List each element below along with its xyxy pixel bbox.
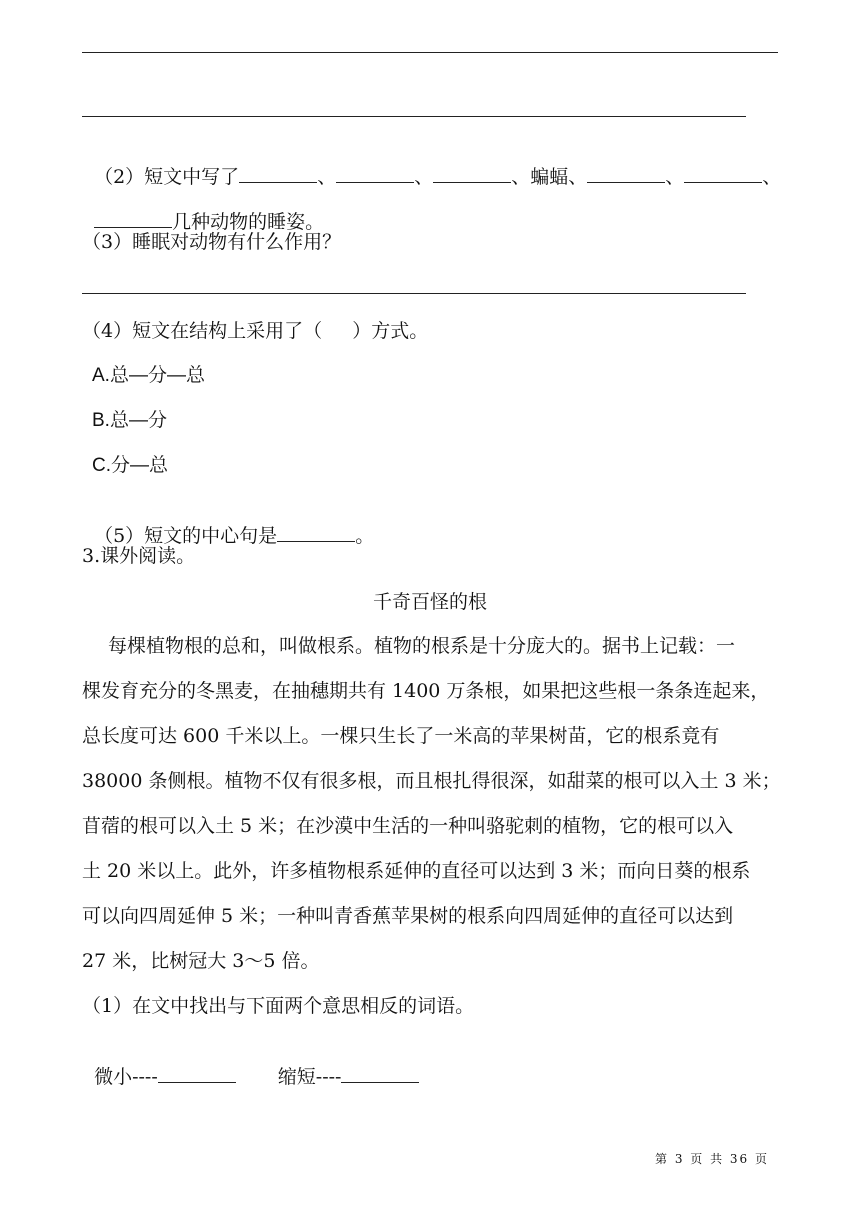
answer-blank[interactable] [433,164,511,183]
passage-line: 土 20 米以上。此外，许多植物根系延伸的直径可以达到 3 米；而向日葵的根系 [82,860,751,882]
section-heading: 3.课外阅读。 [82,545,196,567]
answer-blank[interactable] [684,164,762,183]
option-a[interactable]: A.总—分—总 [92,365,205,386]
passage-line: 每棵植物根的总和，叫做根系。植物的根系是十分庞大的。据书上记载：一 [108,635,736,657]
answer-line [82,293,746,294]
answer-blank[interactable] [94,209,172,228]
passage-line: 27 米，比树冠大 3～5 倍。 [82,950,320,972]
passage-line: 总长度可达 600 千米以上。一棵只生长了一米高的苹果树苗，它的根系竟有 [82,725,720,747]
option-b[interactable]: B.总—分 [92,410,167,431]
question-5: （5）短文的中心句是 。 [94,525,375,547]
question-2-prefix: （2）短文中写了 [94,166,240,188]
answer-blank[interactable] [336,164,414,183]
antonym-a-label: 微小---- [94,1066,158,1088]
antonym-row [82,1040,419,1089]
question-2-line-1: （2）短文中写了 、 、 、蝙蝠、 、 、 [94,166,782,188]
bat-word: 蝙蝠 [530,166,569,188]
antonym-b-label: 缩短---- [277,1066,342,1088]
question-4: （4）短文在结构上采用了（ ）方式。 [82,320,429,342]
answer-blank[interactable] [341,1064,419,1083]
question-2-line-2: 几种动物的睡姿。 [82,185,324,234]
page-footer: 第 3 页 共 36 页 [655,1152,769,1166]
passage-line: 可以向四周延伸 5 米；一种叫青香蕉苹果树的根系向四周延伸的直径可以达到 [82,905,734,927]
answer-blank[interactable] [158,1064,236,1083]
passage-line: 苜蓿的根可以入土 5 米；在沙漠中生活的一种叫骆驼刺的植物，它的根可以入 [82,815,734,837]
answer-blank[interactable] [277,523,355,542]
passage-line: 棵发育充分的冬黑麦，在抽穗期共有 1400 万条根，如果把这些根一条条连起来， [82,680,770,702]
option-c[interactable]: C.分—总 [92,455,169,476]
top-divider-line [82,52,778,53]
answer-blank[interactable] [587,164,665,183]
answer-line [82,116,746,117]
passage-line: 38000 条侧根。植物不仅有很多根，而且根扎得很深，如甜菜的根可以入土 3 米； [82,770,781,792]
answer-blank[interactable] [239,164,317,183]
question-1: （1）在文中找出与下面两个意思相反的词语。 [82,995,475,1017]
passage-title: 千奇百怪的根 [372,591,487,613]
question-3: （3）睡眠对动物有什么作用？ [82,231,342,253]
